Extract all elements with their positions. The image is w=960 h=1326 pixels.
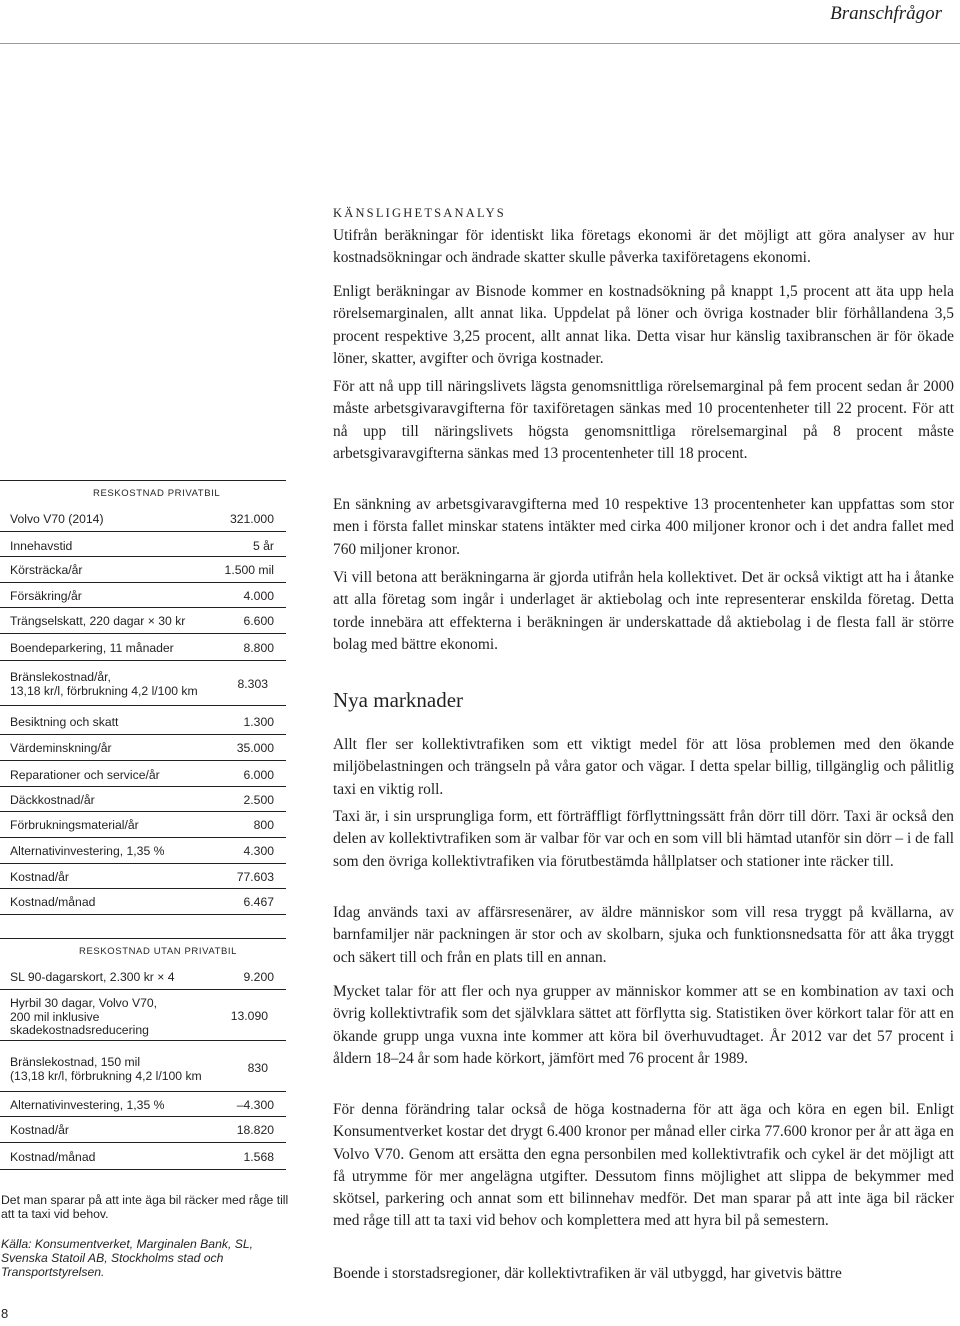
row-value: 4.300 <box>243 844 274 858</box>
body-paragraph: En sänkning av arbetsgivaravgifterna med 10 respektive 13 procentenheter kan uppfattas som stor men i första fallet minskar statens intäkter med cirka 400 miljoner kronor och i det andra fallet med 760 miljoner kronor. <box>333 496 954 558</box>
body-paragraph: Allt fler ser kollektivtrafiken som ett viktigt medel för att lösa problemen med den ökande miljöbelastningen och trängseln på våra gator och vägar. I detta spelar billig, tillgänglig och pålitlig taxi en viktig roll. <box>333 736 954 798</box>
table-row <box>0 557 286 583</box>
row-value: 35.000 <box>236 741 274 755</box>
table-row <box>0 761 286 787</box>
row-label-continued: (13,18 kr/l, förbrukning 4,2 l/100 km <box>10 1069 202 1083</box>
table-row <box>0 962 286 990</box>
row-label: Boendeparkering, 11 månader <box>10 641 174 655</box>
table-row <box>0 532 286 557</box>
table-row <box>0 661 286 706</box>
row-label: Hyrbil 30 dagar, Volvo V70, <box>10 996 158 1010</box>
body-paragraph: Taxi är, i sin ursprungliga form, ett förträffligt förflyttningssätt från dörr till dörr. Taxi är också den delen av kollektivtrafiken som är valbar för var och en som vill bli hämtad utanför sin dörr – i de fall som den övriga kollektivtrafiken via förutbestämda hållplatser och stationer inte räcker till. <box>333 808 954 870</box>
row-label: Reparationer och service/år <box>10 768 160 782</box>
row-label: Kostnad/månad <box>10 1150 96 1164</box>
section-label: KÄNSLIGHETSANALYS <box>333 206 506 220</box>
row-label: Kostnad/månad <box>10 895 96 909</box>
body-paragraph: För att nå upp till näringslivets lägsta genomsnittliga rörelsemarginal på fem procent sedan år 2000 måste arbetsgivaravgifterna för taxiföretagen sänkas med 10 procentenheter till 22 procent. För att nå upp till näringslivets högsta genomsnittliga rörelsemarginal på 8 procent måste arbetsgivaravgifterna sänkas med 13 procentenheter till 18 procent. <box>333 378 954 462</box>
row-value: 6.600 <box>243 614 274 628</box>
row-label: Bränslekostnad, 150 mil <box>10 1055 141 1069</box>
body-paragraph: Idag används taxi av affärsresenärer, av äldre människor som vill resa tryggt på kvällarna, av barnfamiljer när packningen är stor och av skolbarn, sjuka och funktionsnedsatta för att åka tryggt och säkert till och från en plats till en annan. <box>333 904 954 966</box>
row-value: 5 år <box>252 539 274 553</box>
row-label: Kostnad/år <box>10 1123 69 1137</box>
body-paragraph: Mycket talar för att fler och nya grupper av människor kommer att se en kombination av taxi och övrig kollektivtrafik som det självklara sättet att förflytta sig. Statistiken över körkort talar för att en ökande grupp unga vuxna inte kommer att köra bil överhuvudtaget. År 2012 var det 57 procent i åldern 18–24 år som hade körkort, jämfört med 76 procent år 1989. <box>333 983 954 1067</box>
table-row <box>0 634 286 661</box>
body-paragraph: För denna förändring talar också de höga kostnaderna för att äga och köra en egen bil. Enligt Konsumentverket kostar det drygt 6.400 kronor per månad eller cirka 77.600 kronor per år att äga en Volvo V70. Genom att ersätta den egna personbilen med kollektivtrafik och cykel är det möjligt att få utrymme för mer angelägna utgifter. Dessutom finns möjlighet att slippa de bekymmer med skötsel, parkering och annat som ett bilinnehav medför. Det man sparar på att inte äga bil räcker med råge till att ta taxi vid behov och komplettera med att hyra bil på semestern. <box>333 1101 954 1230</box>
row-label: Besiktning och skatt <box>10 715 119 729</box>
row-value: 8.800 <box>243 641 274 655</box>
row-label: Förbrukningsmaterial/år <box>10 818 139 832</box>
row-label: Trängselskatt, 220 dagar × 30 kr <box>10 614 186 628</box>
table-row <box>0 608 286 634</box>
table-top-rule <box>0 480 286 481</box>
table-row <box>0 990 286 1041</box>
table-row <box>0 735 286 761</box>
table-row <box>0 864 286 889</box>
row-value: 4.000 <box>243 589 274 603</box>
table-heading-utan-privatbil: RESKOSTNAD UTAN PRIVATBIL <box>79 946 238 957</box>
table-row <box>0 787 286 812</box>
row-label: Körsträcka/år <box>10 563 83 577</box>
table-row <box>0 1041 286 1092</box>
row-value: 6.467 <box>243 895 274 909</box>
section-heading: Nya marknader <box>333 688 464 712</box>
row-label: Kostnad/år <box>10 870 69 884</box>
row-value: 1.300 <box>243 715 274 729</box>
row-value: 2.500 <box>243 793 274 807</box>
page-number: 8 <box>1 1306 9 1321</box>
table-row <box>0 583 286 608</box>
row-label: Alternativinvestering, 1,35 % <box>10 844 165 858</box>
source-citation: Källa: Konsumentverket, Marginalen Bank, SL, Svenska Statoil AB, Stockholms stad och Transportstyrelsen. <box>1 1237 254 1279</box>
table-row <box>0 889 286 915</box>
body-paragraph: Utifrån beräkningar för identiskt lika företags ekonomi är det möjligt att göra analyser av hur kostnadsökningar och ändrade skatter skulle påverka taxiföretagens ekonomi. <box>333 227 954 267</box>
row-label-continued: 200 mil inklusive <box>10 1010 100 1024</box>
row-label: Volvo V70 (2014) <box>10 512 104 526</box>
row-value: 321.000 <box>229 512 274 526</box>
body-paragraph: Vi vill betona att beräkningarna är gjorda utifrån hela kollektivet. Det är också viktigt att ha i åtanke att alla företag som ingår i underlaget är aktiebolag och inte representerar enskilda företag. Detta torde innebära att effekterna i beräkningen är underskattade då aktiebolag i de flesta fall är större bolag med bättre ekonomi. <box>333 569 954 653</box>
row-value: 830 <box>247 1061 268 1075</box>
table-top-rule <box>0 938 286 939</box>
table-row <box>0 706 286 735</box>
row-label-continued: 13,18 kr/l, förbrukning 4,2 l/100 km <box>10 684 198 698</box>
body-paragraph: Boende i storstadsregioner, där kollektivtrafiken är väl utbyggd, har givetvis bättre <box>333 1265 842 1282</box>
table-row <box>0 812 286 838</box>
row-value: –4.300 <box>236 1098 274 1112</box>
row-label: Bränslekostnad/år, <box>10 670 111 684</box>
row-value: 1.500 mil <box>224 563 274 577</box>
row-label: Innehavstid <box>10 539 73 553</box>
row-label: Alternativinvestering, 1,35 % <box>10 1098 165 1112</box>
running-header-title: Branschfrågor <box>830 3 942 24</box>
table-row <box>0 1092 286 1117</box>
table-heading-privatbil: RESKOSTNAD PRIVATBIL <box>93 488 221 499</box>
row-value: 800 <box>253 818 274 832</box>
row-label-continued: skadekostnadsreducering <box>10 1023 149 1037</box>
row-label: Värdeminskning/år <box>10 741 112 755</box>
table-row <box>0 838 286 864</box>
body-paragraph: Enligt beräkningar av Bisnode kommer en kostnadsökning på knappt 1,5 procent att äta upp hela rörelsemarginalen, allt annat lika. Uppdelat på löner och övriga kostnader blir förhållandena 3,5 procent respektive 3,25 procent, allt annat lika. Detta visar hur känslig taxibranschen är för ökade löner, skatter, avgifter och övriga kostnader. <box>333 283 954 367</box>
table-row <box>0 1117 286 1143</box>
row-value: 13.090 <box>230 1009 268 1023</box>
row-label: SL 90-dagarskort, 2.300 kr × 4 <box>10 970 175 984</box>
row-value: 8.303 <box>237 677 268 691</box>
table-row <box>0 504 286 532</box>
row-value: 9.200 <box>243 970 274 984</box>
row-label: Försäkring/år <box>10 589 82 603</box>
row-value: 1.568 <box>243 1150 274 1164</box>
row-label: Däckkostnad/år <box>10 793 95 807</box>
header-divider <box>0 43 960 44</box>
row-value: 77.603 <box>236 870 274 884</box>
table-note: Det man sparar på att inte äga bil räcker med råge till att ta taxi vid behov. <box>1 1193 289 1221</box>
table-row <box>0 1143 286 1170</box>
row-value: 18.820 <box>236 1123 274 1137</box>
row-value: 6.000 <box>243 768 274 782</box>
